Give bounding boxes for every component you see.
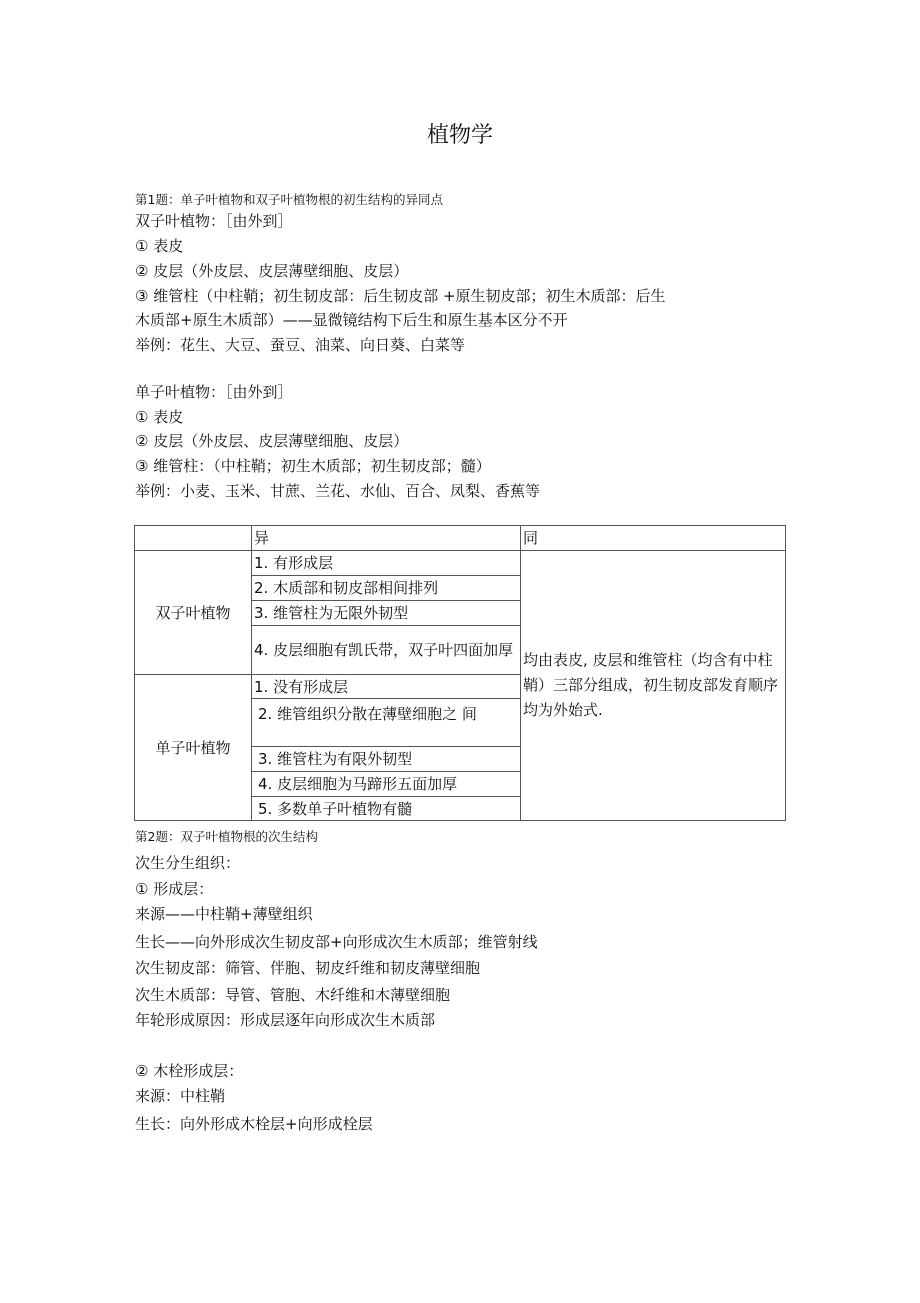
monocot-diff-item: 3. 维管柱为有限外韧型 <box>252 747 521 772</box>
monocot-label: 单子叶植物：［由外到］ <box>135 383 293 401</box>
dicot-diff-item: 3. 维管柱为无限外韧型 <box>252 601 521 626</box>
monocot-line-3: ③ 维管柱：（中柱鞘；初生木质部；初生韧皮部；髓） <box>135 457 491 475</box>
q2-line: 生长——向外形成次生韧皮部+向形成次生木质部；维管射线 <box>135 933 538 951</box>
same-cell: 均由表皮, 皮层和维管柱（均含有中柱鞘）三部分组成，初生韧皮部发育顺序均为外始式. <box>521 551 786 821</box>
dicot-row-label: 双子叶植物 <box>135 551 252 675</box>
table-header-empty <box>135 526 252 551</box>
q2-line: 年轮形成原因：形成层逐年向形成次生木质部 <box>135 1011 436 1029</box>
dicot-diff-item: 1. 有形成层 <box>252 551 521 576</box>
q2-line: 来源——中柱鞘+薄壁组织 <box>135 905 313 923</box>
q2-line: 次生分生组织： <box>135 854 241 872</box>
monocot-line-2: ② 皮层（外皮层、皮层薄壁细胞、皮层） <box>135 432 409 450</box>
table-header-same: 同 <box>521 526 786 551</box>
monocot-row-label: 单子叶植物 <box>135 675 252 821</box>
question-1-heading: 第1题：单子叶植物和双子叶植物根的初生结构的异同点 <box>135 192 443 207</box>
q2-line: 生长：向外形成木栓层+向形成栓层 <box>135 1115 373 1133</box>
monocot-diff-item: 1. 没有形成层 <box>252 675 521 699</box>
dicot-label: 双子叶植物：［由外到］ <box>135 212 293 230</box>
q2-line: ① 形成层： <box>135 880 214 898</box>
monocot-diff-item: 5. 多数单子叶植物有髓 <box>252 797 521 821</box>
dicot-line-3a: ③ 维管柱（中柱鞘；初生韧皮部：后生韧皮部 +原生韧皮部；初生木质部：后生 <box>135 287 666 305</box>
q2-line: 来源：中柱鞘 <box>135 1087 226 1105</box>
dicot-line-2: ② 皮层（外皮层、皮层薄壁细胞、皮层） <box>135 262 409 280</box>
question-2-heading: 第2题：双子叶植物根的次生结构 <box>135 829 318 844</box>
q2-line: 次生木质部：导管、管胞、木纤维和木薄壁细胞 <box>135 986 451 1004</box>
monocot-line-1: ① 表皮 <box>135 408 184 426</box>
dicot-line-1: ① 表皮 <box>135 237 184 255</box>
dicot-diff-item: 4. 皮层细胞有凯氏带，双子叶四面加厚 <box>252 626 521 675</box>
dicot-example: 举例：花生、大豆、蚕豆、油菜、向日葵、白菜等 <box>135 336 466 354</box>
q2-line: 次生韧皮部：筛管、伴胞、韧皮纤维和韧皮薄壁细胞 <box>135 959 481 977</box>
comparison-table <box>134 525 786 821</box>
dicot-line-3b: 木质部+原生木质部）——显微镜结构下后生和原生基本区分不开 <box>135 311 568 329</box>
monocot-example: 举例：小麦、玉米、甘蔗、兰花、水仙、百合、凤梨、香蕉等 <box>135 482 541 500</box>
table-header-diff: 异 <box>252 526 521 551</box>
page-title: 植物学 <box>426 123 493 148</box>
dicot-diff-item: 2. 木质部和韧皮部相间排列 <box>252 576 521 601</box>
monocot-diff-item: 2. 维管组织分散在薄壁细胞之 间 <box>252 699 521 747</box>
monocot-diff-item: 4. 皮层细胞为马蹄形五面加厚 <box>252 772 521 797</box>
q2-line: ② 木栓形成层： <box>135 1062 244 1080</box>
